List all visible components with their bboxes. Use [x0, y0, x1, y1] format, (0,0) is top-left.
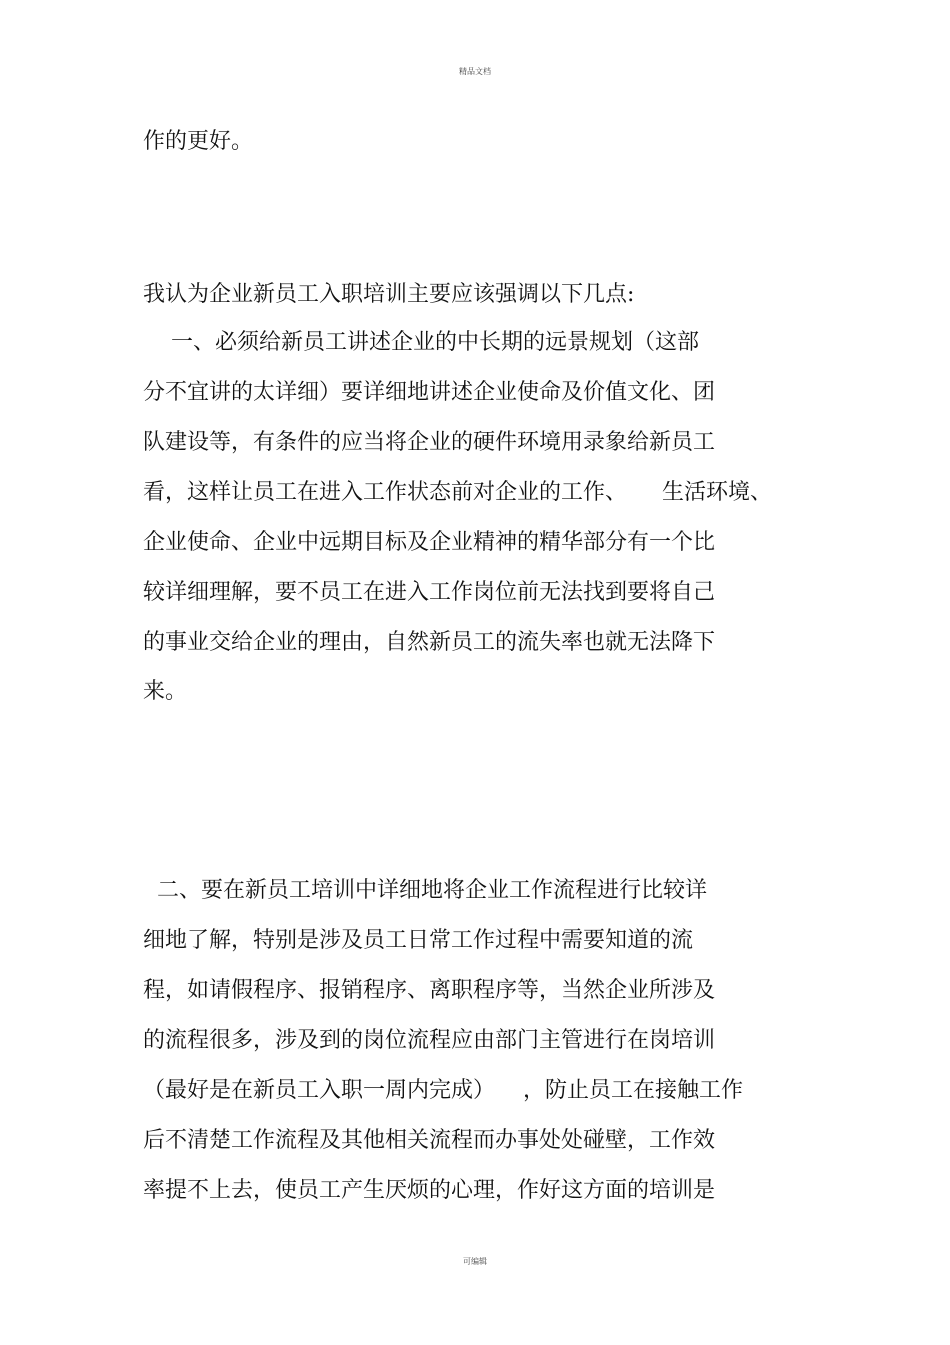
- text-line: 的流程很多，涉及到的岗位流程应由部门主管进行在岗培训: [143, 1028, 716, 1053]
- text-line: 我认为企业新员工入职培训主要应该强调以下几点:: [143, 282, 635, 307]
- page-footer: 可编辑: [463, 1257, 487, 1266]
- text-line: 一、必须给新员工讲述企业的中长期的远景规划（这部: [143, 330, 699, 355]
- text-line: 程，如请假程序、报销程序、离职程序等，当然企业所涉及: [143, 978, 716, 1003]
- text-line: 队建设等，有条件的应当将企业的硬件环境用录象给新员工: [143, 430, 716, 455]
- text-line: 细地了解，特别是涉及员工日常工作过程中需要知道的流: [143, 928, 694, 953]
- text-line: 看，这样让员工在进入工作状态前对企业的工作、 生活环境、: [143, 480, 772, 505]
- text-line: 较详细理解，要不员工在进入工作岗位前无法找到要将自己: [143, 580, 716, 605]
- text-line: （最好是在新员工入职一周内完成） ，防止员工在接触工作: [143, 1078, 743, 1103]
- page-header: 精品文档: [459, 67, 491, 76]
- text-line: 二、要在新员工培训中详细地将企业工作流程进行比较详: [143, 878, 707, 903]
- text-line: 率提不上去，使员工产生厌烦的心理，作好这方面的培训是: [143, 1178, 716, 1203]
- text-line: 后不清楚工作流程及其他相关流程而办事处处碰壁，工作效: [143, 1128, 716, 1153]
- text-line: 企业使命、企业中远期目标及企业精神的精华部分有一个比: [143, 530, 716, 555]
- text-line: 来。: [143, 679, 188, 704]
- text-line: 分不宜讲的太详细）要详细地讲述企业使命及价值文化、团: [143, 380, 716, 405]
- text-line: 作的更好。: [143, 129, 254, 154]
- text-line: 的事业交给企业的理由，自然新员工的流失率也就无法降下: [143, 630, 716, 655]
